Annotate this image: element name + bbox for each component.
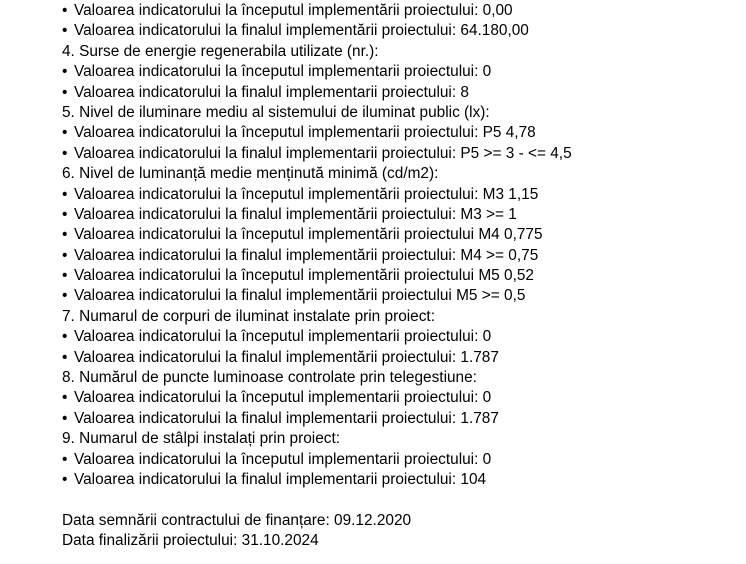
bullet-icon: •: [62, 348, 68, 366]
bullet-item: [62, 348, 742, 368]
bullet-text: Valoarea indicatorului la începutul implementarii proiectului: 0: [74, 63, 492, 81]
bullet-icon: •: [62, 63, 68, 81]
bullet-item: [62, 450, 742, 470]
bullet-icon: •: [62, 389, 68, 407]
bullet-item: [62, 225, 742, 245]
section-heading: 8. Numărul de puncte luminoase controlate prin telegestiune:: [62, 369, 477, 387]
info-line: Data semnării contractului de finanțare: 09.12.2020: [62, 511, 412, 529]
bullet-icon: •: [62, 83, 68, 101]
bullet-item: [62, 185, 742, 205]
bullet-icon: •: [62, 185, 68, 203]
bullet-text: Valoarea indicatorului la începutul implementarii proiectului: 0: [74, 450, 492, 468]
info-line: Data finalizării proiectului: 31.10.2024: [62, 532, 319, 550]
bullet-item: [62, 1, 742, 21]
bullet-text: Valoarea indicatorului la începutul implementarii proiectului: 0: [74, 328, 492, 346]
section-heading: 9. Numarul de stâlpi instalați prin proiect:: [62, 430, 341, 448]
bullet-text: Valoarea indicatorului la finalul implementarii proiectului: 104: [74, 470, 487, 488]
bullet-text: Valoarea indicatorului la începutul implementării proiectului M5 0,52: [74, 267, 534, 285]
bullet-icon: •: [62, 2, 68, 19]
bullet-item: [62, 123, 742, 143]
bullet-text: Valoarea indicatorului la finalul implementării proiectului: M3 >= 1: [74, 205, 517, 223]
bullet-icon: •: [62, 246, 68, 264]
bullet-text: Valoarea indicatorului la finalul implementării proiectului: M4 >= 0,75: [74, 246, 539, 264]
bullet-text: Valoarea indicatorului la începutul implementării proiectului: 0,00: [74, 2, 513, 19]
bullet-icon: •: [62, 409, 68, 427]
section-heading: 4. Surse de energie regenerabila utilizate (nr.):: [62, 42, 379, 60]
bullet-icon: •: [62, 470, 68, 488]
bullet-text: Valoarea indicatorului la începutul implementării proiectului M4 0,775: [74, 226, 543, 244]
bullet-icon: •: [62, 328, 68, 346]
bullet-item: [62, 62, 742, 82]
bullet-item: [62, 409, 742, 429]
section-heading: 6. Nivel de luminanță medie menținută minimă (cd/m2):: [62, 165, 439, 183]
bullet-item: [62, 327, 742, 347]
bullet-icon: •: [62, 226, 68, 244]
blank-line: [62, 490, 742, 510]
bullet-text: Valoarea indicatorului la finalul implementarii proiectului: 1.787: [74, 409, 499, 427]
bullet-item: [62, 286, 742, 306]
section-heading: 5. Nivel de iluminare mediu al sistemului de iluminat public (lx):: [62, 103, 490, 121]
bullet-icon: •: [62, 450, 68, 468]
bullet-text: Valoarea indicatorului la începutul implementării proiectului: M3 1,15: [74, 185, 539, 203]
bullet-text: Valoarea indicatorului la finalul implementarii proiectului: 8: [74, 83, 469, 101]
bullet-text: Valoarea indicatorului la finalul implementării proiectului: 1.787: [74, 348, 499, 366]
bullet-icon: •: [62, 22, 68, 40]
bullet-item: [62, 205, 742, 225]
bullet-icon: •: [62, 124, 68, 142]
bullet-item: [62, 83, 742, 103]
bullet-icon: •: [62, 144, 68, 162]
bullet-text: Valoarea indicatorului la finalul implementării proiectului: 64.180,00: [74, 22, 529, 40]
bullet-item: [62, 470, 742, 490]
bullet-icon: •: [62, 267, 68, 285]
document-body: [62, 1, 742, 552]
bullet-item: [62, 388, 742, 408]
bullet-item: [62, 21, 742, 41]
bullet-text: Valoarea indicatorului la începutul implementarii proiectului: P5 4,78: [74, 124, 536, 142]
section-heading: 7. Numarul de corpuri de iluminat instalate prin proiect:: [62, 307, 435, 325]
bullet-icon: •: [62, 205, 68, 223]
bullet-text: Valoarea indicatorului la începutul implementarii proiectului: 0: [74, 389, 492, 407]
bullet-item: [62, 266, 742, 286]
bullet-item: [62, 144, 742, 164]
bullet-item: [62, 246, 742, 266]
bullet-text: Valoarea indicatorului la finalul implementării proiectului M5 >= 0,5: [74, 287, 526, 305]
bullet-icon: •: [62, 287, 68, 305]
bullet-text: Valoarea indicatorului la finalul implementarii proiectului: P5 >= 3 - <= 4,5: [74, 144, 572, 162]
